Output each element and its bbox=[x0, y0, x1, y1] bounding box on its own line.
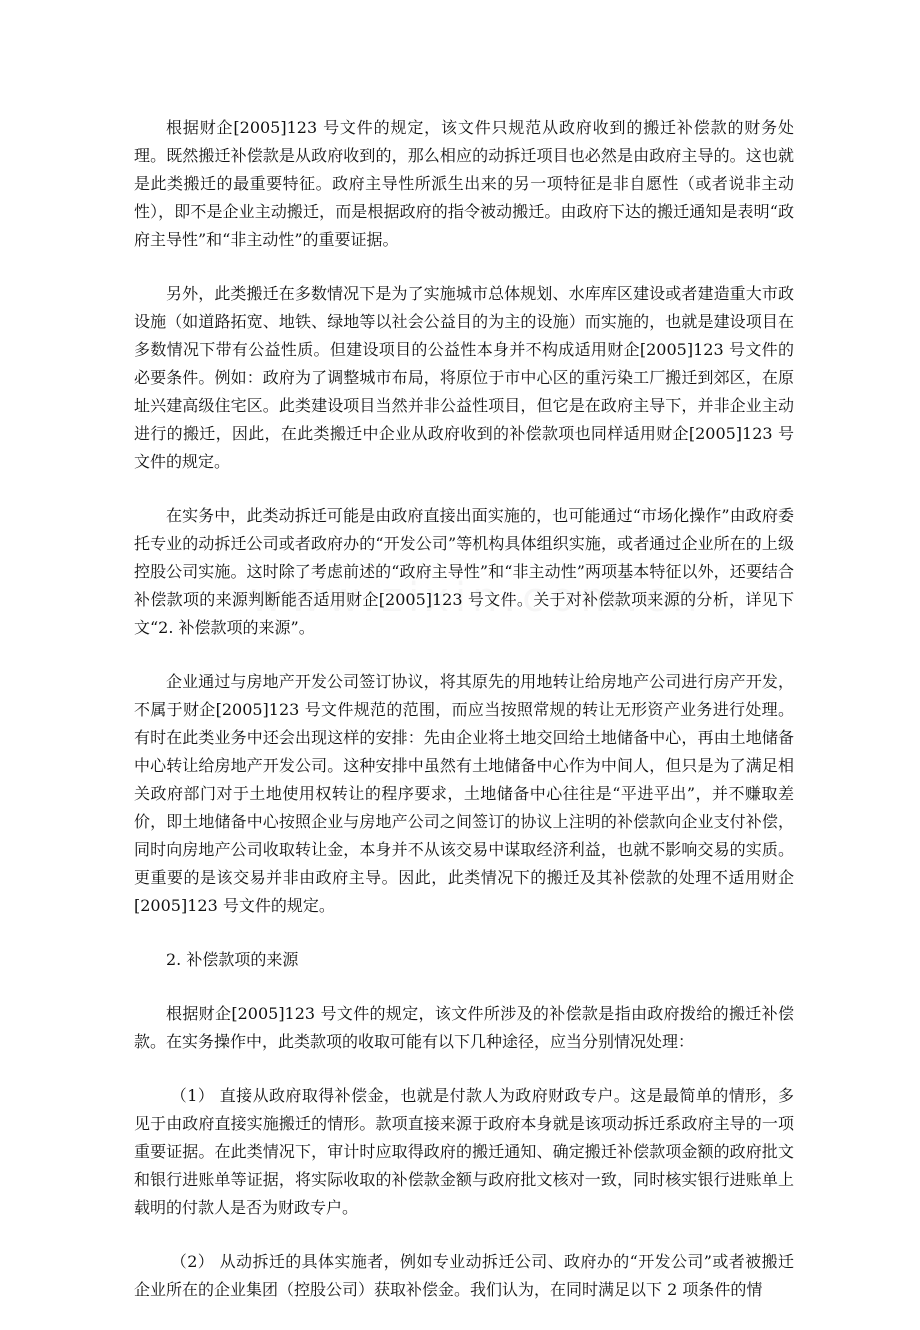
paragraph-real-estate-transfer: 企业通过与房地产开发公司签订协议，将其原先的用地转让给房地产公司进行房产开发，不属于财企[2005]123 号文件规范的范围，而应当按照常规的转让无形资产业务进行处理。有时在此类业务中还会出现这样的安排：先由企业将土地交回给土地储备中心，再由土地储备中心转让给房地产开发公司。这种安排中虽然有土地储备中心作为中间人，但只是为了满足相关政府部门对于土地使用权转让的程序要求，土地储备中心往往是“平进平出”，并不赚取差价，即土地储备中心按照企业与房地产公司之间签订的协议上注明的补偿款向企业支付补偿，同时向房地产公司收取转让金，本身并不从该交易中谋取经济利益，也就不影响交易的实质。更重要的是该交易并非由政府主导。因此，此类情况下的搬迁及其补偿款的处理不适用财企[2005]123 号文件的规定。 bbox=[134, 672, 794, 915]
paragraph-public-interest: 另外，此类搬迁在多数情况下是为了实施城市总体规划、水库库区建设或者建造重大市政设施（如道路拓宽、地铁、绿地等以社会公益目的为主的设施）而实施的，也就是建设项目在多数情况下带有公益性质。但建设项目的公益性本身并不构成适用财企[2005]123 号文件的必要条件。例如：政府为了调整城市布局，将原位于市中心区的重污染工厂搬迁到郊区，在原址兴建高级住宅区。此类建设项目当然并非公益性项目，但它是在政府主导下，并非企业主动进行的搬迁，因此，在此类搬迁中企业从政府收到的补偿款项也同样适用财企[2005]123 号文件的规定。 bbox=[134, 284, 794, 471]
paragraph-compensation-source: 根据财企[2005]123 号文件的规定，该文件所涉及的补偿款是指由政府拨给的搬迁补偿款。在实务操作中，此类款项的收取可能有以下几种途径，应当分别情况处理： bbox=[134, 1004, 794, 1051]
section-heading: 2. 补偿款项的来源 bbox=[166, 950, 299, 969]
document-body bbox=[134, 114, 794, 1330]
paragraph-policy-scope: 根据财企[2005]123 号文件的规定，该文件只规范从政府收到的搬迁补偿款的财务处理。既然搬迁补偿款是从政府收到的，那么相应的动拆迁项目也必然是由政府主导的。这也就是此类搬迁的最重要特征。政府主导性所派生出来的另一项特征是非自愿性（或者说非主动性），即不是企业主动搬迁，而是根据政府的指令被动搬迁。由政府下达的搬迁通知是表明“政府主导性”和“非主动性”的重要证据。 bbox=[134, 118, 794, 249]
list-item-2: （2） 从动拆迁的具体实施者，例如专业动拆迁公司、政府办的“开发公司”或者被搬迁企业所在的企业集团（控股公司）获取补偿金。我们认为，在同时满足以下 2 项条件的情 bbox=[134, 1252, 794, 1299]
paragraph-implementation: 在实务中，此类动拆迁可能是由政府直接出面实施的，也可能通过“市场化操作”由政府委托专业的动拆迁公司或者政府办的“开发公司”等机构具体组织实施，或者通过企业所在的上级控股公司实施。这时除了考虑前述的“政府主导性”和“非主动性”两项基本特征以外，还要结合补偿款项的来源判断能否适用财企[2005]123 号文件。关于对补偿款项来源的分析，详见下文“2. 补偿款项的来源”。 bbox=[134, 506, 794, 637]
list-item-1: （1） 直接从政府取得补偿金，也就是付款人为政府财政专户。这是最简单的情形，多见于由政府直接实施搬迁的情形。款项直接来源于政府本身就是该项动拆迁系政府主导的一项重要证据。在此类情况下，审计时应取得政府的搬迁通知、确定搬迁补偿款项金额的政府批文和银行进账单等证据，将实际收取的补偿款金额与政府批文核对一致，同时核实银行进账单上载明的付款人是否为财政专户。 bbox=[134, 1086, 794, 1217]
